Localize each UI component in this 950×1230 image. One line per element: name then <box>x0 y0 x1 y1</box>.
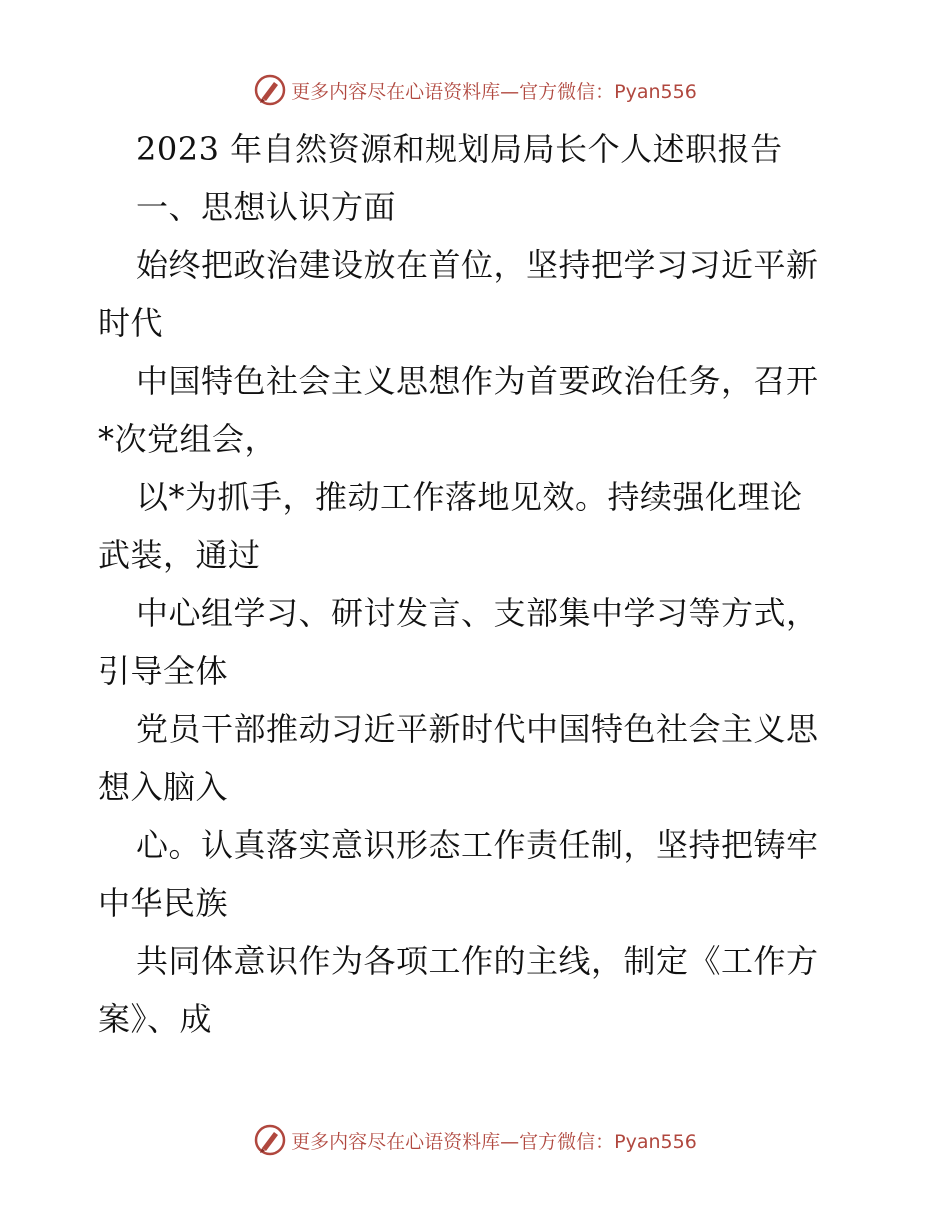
pen-logo-icon <box>253 1123 287 1157</box>
paragraph-line: 以*为抓手，推动工作落地见效。持续强化理论 <box>136 478 803 516</box>
header-banner <box>0 70 950 110</box>
header-banner-content <box>253 73 697 107</box>
paragraph-line: 党员干部推动习近平新时代中国特色社会主义思 <box>136 710 819 748</box>
paragraph-line: 中华民族 <box>98 884 229 922</box>
footer-banner-content <box>253 1123 697 1157</box>
paragraph-line: 中国特色社会主义思想作为首要政治任务，召开 <box>136 362 819 400</box>
paragraph-line: 武装，通过 <box>98 536 261 574</box>
paragraph-line: 案》、成 <box>98 1000 213 1038</box>
paragraph-line: 始终把政治建设放在首位，坚持把学习习近平新 <box>136 246 819 284</box>
paragraph-line: 心。认真落实意识形态工作责任制，坚持把铸牢 <box>136 826 819 864</box>
pen-logo-icon <box>253 73 287 107</box>
paragraph-line: 共同体意识作为各项工作的主线，制定《工作方 <box>136 942 819 980</box>
paragraph-line: 中心组学习、研讨发言、支部集中学习等方式， <box>136 594 819 632</box>
section-heading: 一、思想认识方面 <box>136 188 397 226</box>
header-banner-text: 更多内容尽在心语资料库—官方微信：Pyan556 <box>291 80 697 103</box>
paragraph-line: 引导全体 <box>98 652 229 690</box>
document-body <box>98 120 858 1048</box>
document-title: 2023 年自然资源和规划局局长个人述职报告 <box>136 130 783 168</box>
footer-banner <box>0 1120 950 1160</box>
paragraph-line: 想入脑入 <box>98 768 229 806</box>
paragraph-line: *次党组会， <box>98 420 278 458</box>
footer-banner-text: 更多内容尽在心语资料库—官方微信：Pyan556 <box>291 1130 697 1153</box>
paragraph-line: 时代 <box>98 304 164 342</box>
